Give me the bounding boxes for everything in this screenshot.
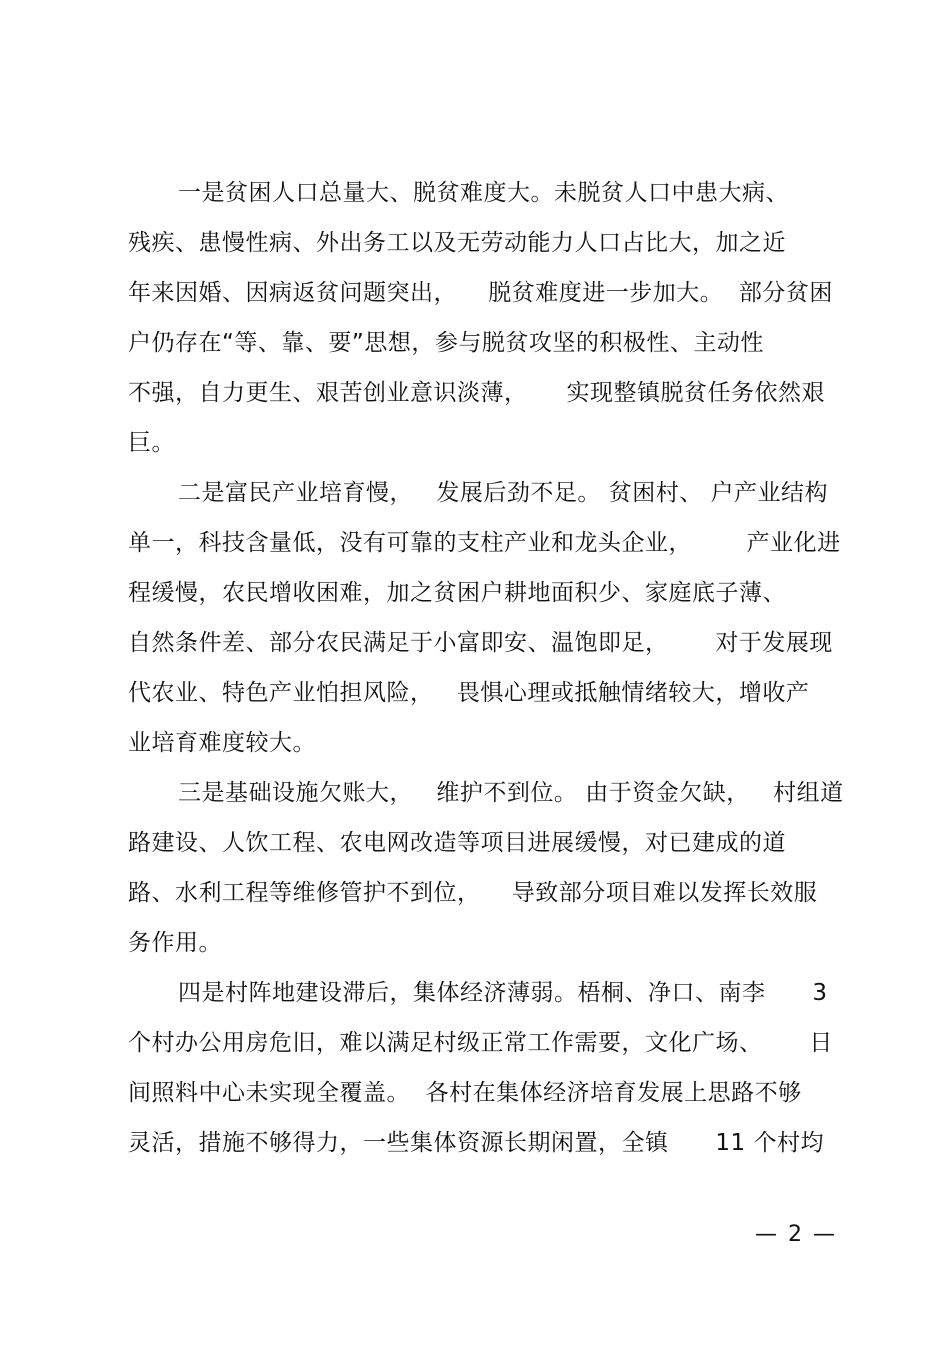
paragraph-2-line-3: 程缓慢，农民增收困难，加之贫困户耕地面积少、家庭底子薄、 — [128, 580, 786, 606]
paragraph-4-line-1: 四是村阵地建设滞后，集体经济薄弱。梧桐、净口、南李 3 — [178, 980, 828, 1006]
paragraph-1-line-4: 户仍存在“等、靠、要”思想，参与脱贫攻坚的积极性、主动性 — [128, 330, 764, 356]
paragraph-2-line-5: 代农业、特色产业怕担风险， 畏惧心理或抵触情绪较大，增收产 — [128, 680, 810, 706]
page-number: — 2 — — [755, 1222, 837, 1247]
paragraph-4-line-3: 间照料中心未实现全覆盖。 各村在集体经济培育发展上思路不够 — [128, 1080, 802, 1106]
paragraph-1-line-3: 年来因婚、因病返贫问题突出， 脱贫难度进一步加大。 部分贫困 — [128, 280, 833, 306]
paragraph-1-line-2: 残疾、患慢性病、外出务工以及无劳动能力人口占比大，加之近 — [128, 230, 786, 256]
paragraph-3-line-4: 务作用。 — [128, 930, 222, 956]
paragraph-2-line-2: 单一，科技含量低，没有可靠的支柱产业和龙头企业， 产业化进 — [128, 530, 841, 556]
paragraph-4-line-2: 个村办公用房危旧，难以满足村级正常工作需要，文化广场、 日 — [128, 1030, 833, 1056]
paragraph-1-line-6: 巨。 — [128, 430, 175, 456]
paragraph-2-line-6: 业培育难度较大。 — [128, 730, 316, 756]
paragraph-1-line-5: 不强，自力更生、艰苦创业意识淡薄， 实现整镇脱贫任务依然艰 — [128, 380, 826, 406]
paragraph-3-line-1: 三是基础设施欠账大， 维护不到位。 由于资金欠缺， 村组道 — [178, 780, 844, 806]
paragraph-3-line-3: 路、水利工程等维修管护不到位， 导致部分项目难以发挥长效服 — [128, 880, 818, 906]
paragraph-3-line-2: 路建设、人饮工程、农电网改造等项目进展缓慢，对已建成的道 — [128, 830, 786, 856]
paragraph-2-line-1: 二是富民产业培育慢， 发展后劲不足。 贫困村、 户产业结构 — [178, 480, 829, 506]
paragraph-1-line-1: 一是贫困人口总量大、脱贫难度大。未脱贫人口中患大病、 — [178, 180, 789, 206]
paragraph-4-line-4: 灵活，措施不够得力，一些集体资源长期闲置，全镇 11 个村均 — [128, 1130, 824, 1156]
paragraph-2-line-4: 自然条件差、部分农民满足于小富即安、温饱即足， 对于发展现 — [128, 630, 833, 656]
